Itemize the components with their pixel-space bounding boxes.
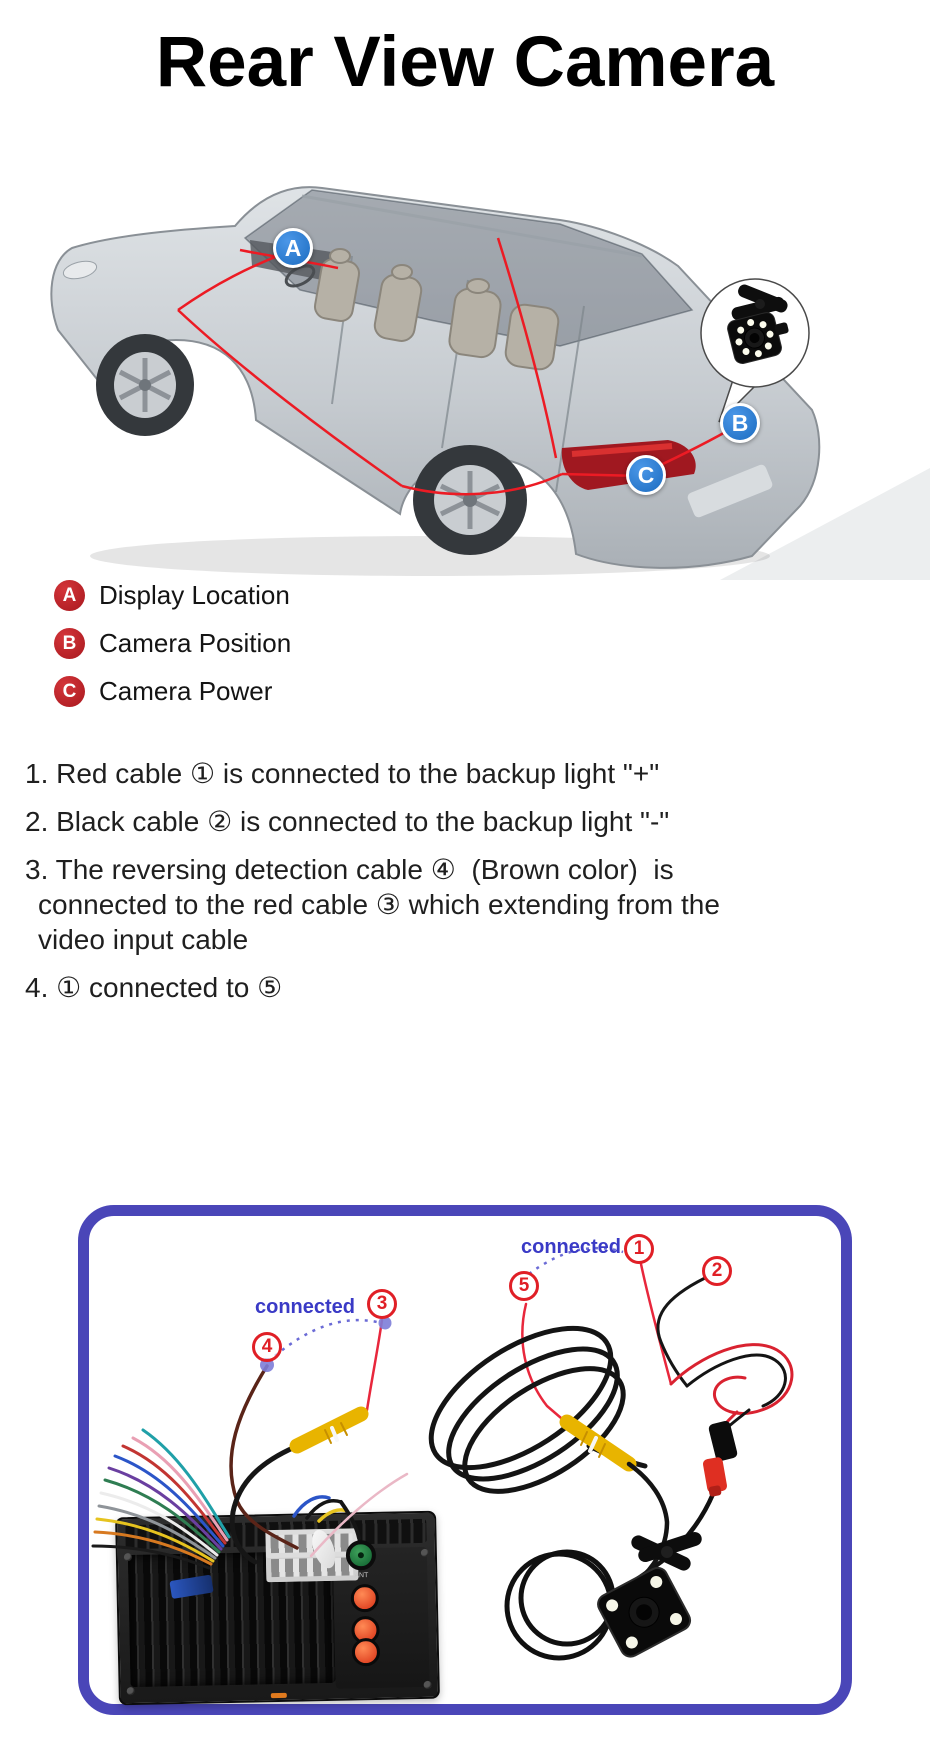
car-badge-c-letter: C (637, 461, 655, 488)
page-title: Rear View Camera (155, 23, 775, 102)
instruction-item-4: 4. ① connected to ⑤ (25, 972, 283, 1003)
legend-marker-b-icon: B (54, 628, 85, 659)
camera-power-lead (605, 1494, 713, 1602)
red-power-wire (641, 1264, 671, 1384)
camera-diagram (595, 1564, 694, 1660)
head-unit-illustration (115, 1511, 440, 1706)
antenna-label: ANT (354, 1572, 369, 1580)
legend-label: Display Location (99, 580, 290, 610)
car-badge-display-location (273, 228, 313, 268)
camera-inset-illustration (697, 276, 813, 428)
legend-label: Camera Power (99, 676, 273, 706)
power-plug (702, 1420, 738, 1497)
legend-item-camera-position (54, 628, 291, 659)
camera-video-lead (629, 1464, 667, 1584)
black-ground-wire (658, 1278, 705, 1386)
rca-pair-right (567, 1422, 629, 1464)
twisted-power-pair (671, 1345, 792, 1428)
car-badge-b-letter: B (731, 409, 749, 436)
screw-icon (127, 1687, 135, 1695)
red-video-wire (522, 1304, 561, 1418)
wire-marker-4: 4 (252, 1332, 282, 1362)
rear-wheel (413, 445, 527, 555)
wire-marker-1: 1 (624, 1234, 654, 1264)
legend-item-display-location (54, 580, 291, 611)
orange-marker (271, 1693, 287, 1698)
legend (54, 580, 291, 724)
legend-item-camera-power (54, 676, 291, 707)
connected-label-right: connected (521, 1236, 622, 1258)
red-extension-wire (367, 1320, 382, 1410)
legend-marker-a-icon: A (54, 580, 85, 611)
front-wheel (96, 334, 194, 436)
camera-bracket-diagram (629, 1530, 704, 1573)
legend-label: Camera Position (99, 628, 292, 658)
camera-leds-diagram (604, 1574, 684, 1651)
legend-marker-c-icon: C (54, 676, 85, 707)
screw-icon (421, 1549, 429, 1557)
wire-marker-3: 3 (367, 1289, 397, 1319)
instruction-item-2: 2. Black cable ② is connected to the backup light "-" (25, 806, 670, 837)
car-badge-a-letter: A (284, 234, 302, 261)
wire-marker-2: 2 (702, 1256, 732, 1286)
screw-icon (424, 1681, 432, 1689)
car-badge-camera-power (626, 455, 666, 495)
rca-pair-left (297, 1414, 361, 1446)
car-badge-camera-position (720, 403, 760, 443)
instruction-item-3: 3. The reversing detection cable ④ (Brown color) is connected to the red cable ③ which extending from the video input cable (25, 854, 728, 955)
wire-marker-5: 5 (509, 1271, 539, 1301)
instruction-item-1: 1. Red cable ① is connected to the backup light "+" (25, 758, 660, 789)
wiring-diagram-content (89, 1216, 841, 1704)
connected-label-left: connected (255, 1296, 356, 1318)
instruction-list (25, 756, 770, 1018)
wiring-diagram (78, 1205, 852, 1715)
extension-cable-coil (408, 1301, 645, 1516)
car-illustration (0, 148, 930, 580)
camera-cable-loop (507, 1552, 613, 1658)
